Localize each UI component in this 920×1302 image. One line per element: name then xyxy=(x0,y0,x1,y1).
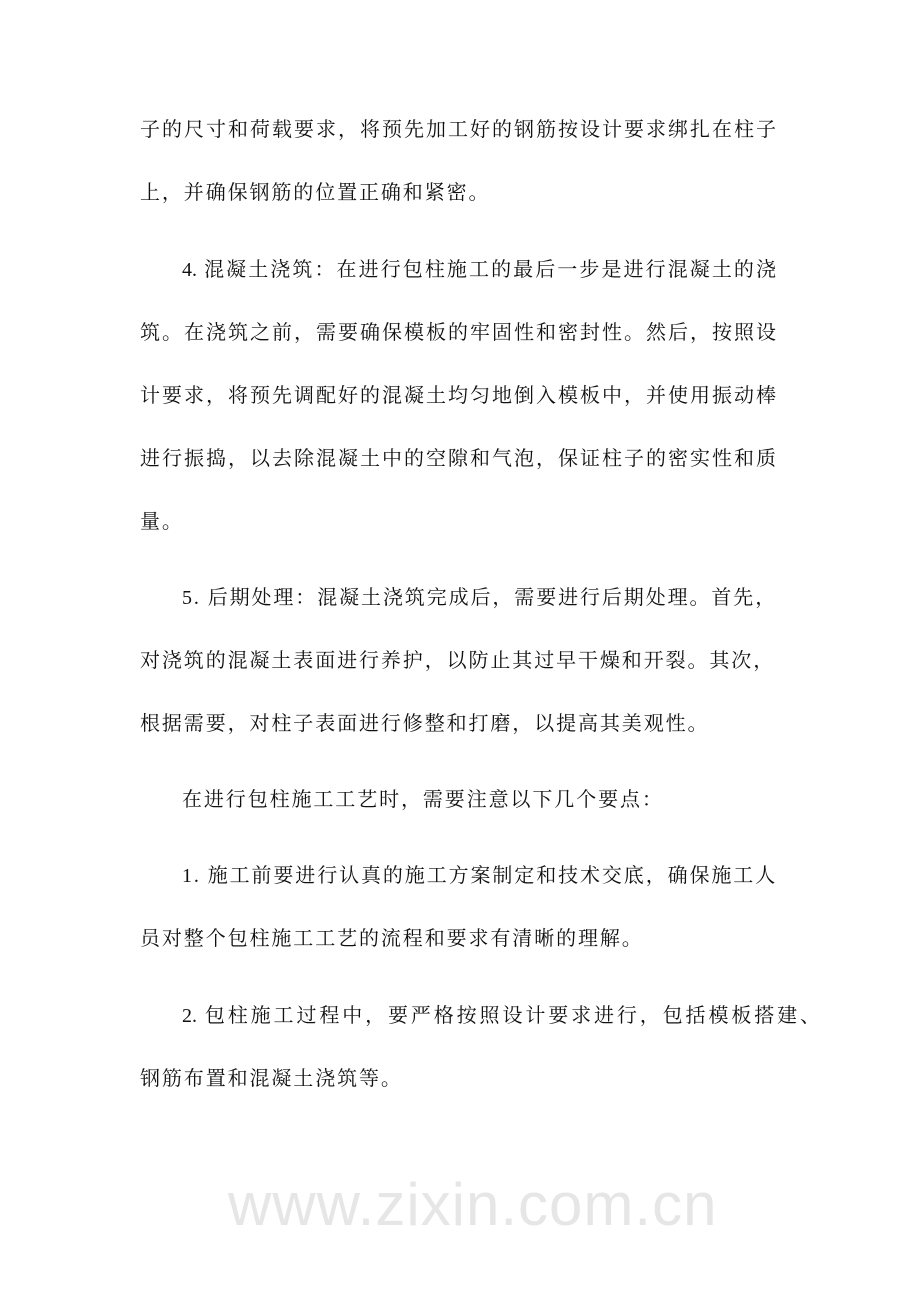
paragraph-line: 上，并确保钢筋的位置正确和紧密。 xyxy=(140,182,491,204)
watermark: www.zixin.com.cn xyxy=(228,1171,718,1238)
paragraph-line: 子的尺寸和荷载要求，将预先加工好的钢筋按设计要求绑扎在柱子 xyxy=(140,119,776,141)
paragraph-line: 进行振捣，以去除混凝土中的空隙和气泡，保证柱子的密实性和质 xyxy=(140,448,776,470)
paragraph-line: 员对整个包柱施工工艺的流程和要求有清晰的理解。 xyxy=(140,928,644,950)
paragraph-line: 4. 混凝土浇筑：在进行包柱施工的最后一步是进行混凝土的浇 xyxy=(182,259,776,281)
paragraph-line: 在进行包柱施工工艺时，需要注意以下几个要点： xyxy=(182,789,664,811)
paragraph-line: 对浇筑的混凝土表面进行养护，以防止其过早干燥和开裂。其次， xyxy=(140,650,776,672)
paragraph-line: 计要求，将预先调配好的混凝土均匀地倒入模板中，并使用振动棒 xyxy=(140,385,776,407)
paragraph-line: 根据需要，对柱子表面进行修整和打磨，以提高其美观性。 xyxy=(140,713,710,735)
paragraph-line: 筑。在浇筑之前，需要确保模板的牢固性和密封性。然后，按照设 xyxy=(140,322,776,344)
paragraph-line: 量。 xyxy=(140,511,184,533)
paragraph-line: 5. 后期处理：混凝土浇筑完成后，需要进行后期处理。首先， xyxy=(182,587,778,609)
paragraph-line: 1. 施工前要进行认真的施工方案制定和技术交底，确保施工人 xyxy=(182,865,778,887)
paragraph-line: 2. 包柱施工过程中，要严格按照设计要求进行，包括模板搭建、 xyxy=(182,1005,820,1027)
paragraph-line: 钢筋布置和混凝土浇筑等。 xyxy=(140,1068,403,1090)
